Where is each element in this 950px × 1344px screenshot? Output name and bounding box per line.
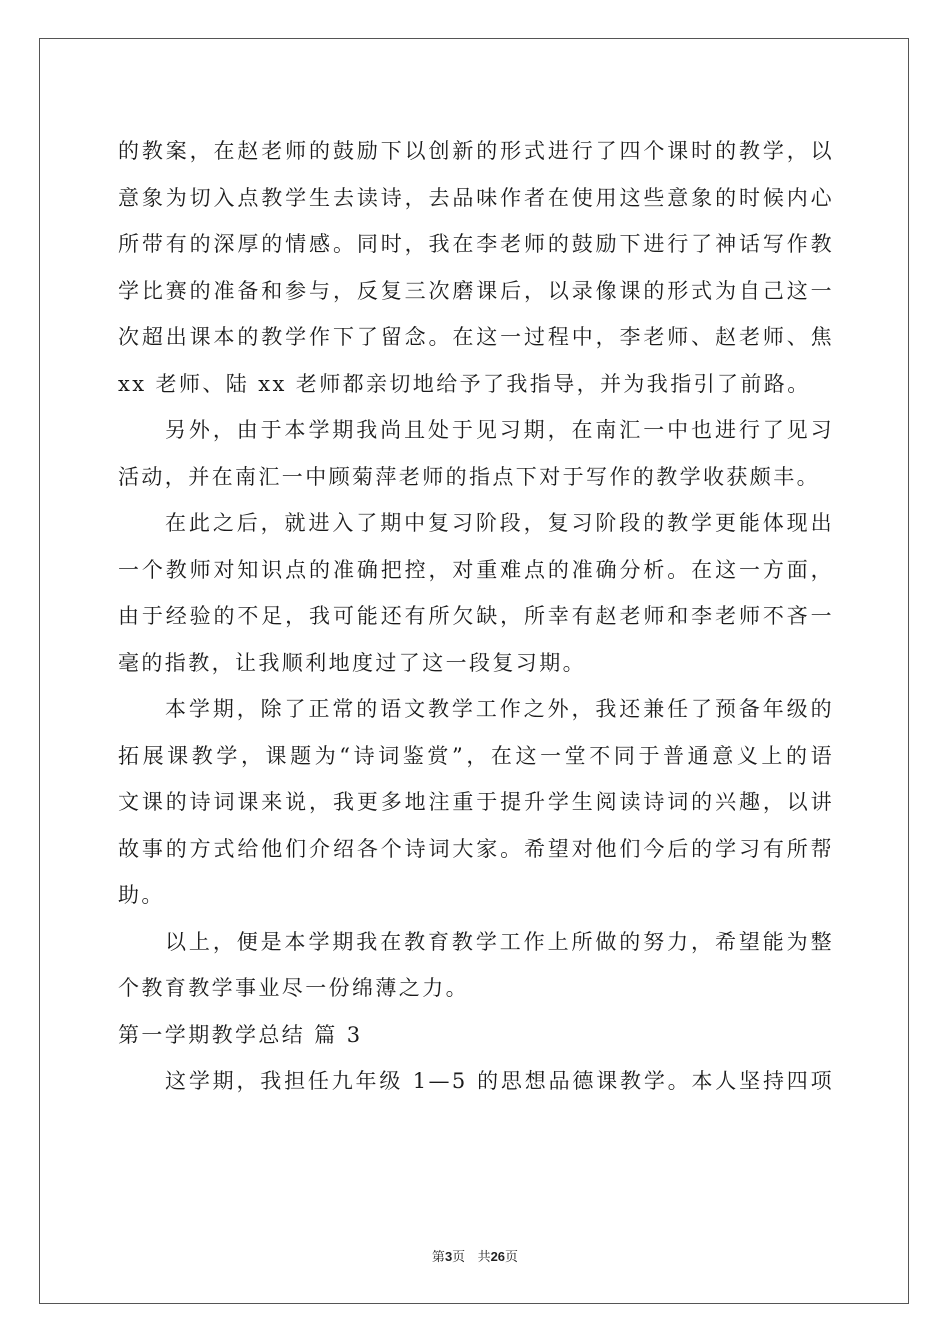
paragraph-start: 以上，便是本学期我在教育教学工作上所做的努力，希望能为整 xyxy=(165,929,834,954)
text-line: 拓展课教学，课题为“诗词鉴赏”，在这一堂不同于普通意义上的语 xyxy=(118,743,834,768)
paragraph-start: 本学期，除了正常的语文教学工作之外，我还兼任了预备年级的 xyxy=(165,697,834,721)
paragraph-start: 在此之后，就进入了期中复习阶段，复习阶段的教学更能体现出 xyxy=(165,511,834,535)
text-line: 毫的指教，让我顺利地度过了这一段复习期。 xyxy=(118,650,586,675)
footer-middle: 页 共 xyxy=(452,1250,491,1265)
text-line: 文课的诗词课来说，我更多地注重于提升学生阅读诗词的兴趣，以讲 xyxy=(118,790,834,814)
text-line: 活动，并在南汇一中顾菊萍老师的指点下对于写作的教学收获颇丰。 xyxy=(118,464,820,489)
text-line: 次超出课本的教学作下了留念。在这一过程中，李老师、赵老师、焦 xyxy=(118,325,834,349)
paragraph-start: 这学期，我担任九年级 1—5 的思想品德课教学。本人坚持四项 xyxy=(165,1069,834,1093)
text-line: 助。 xyxy=(118,883,165,907)
total-page-count: 26 xyxy=(490,1249,506,1264)
footer-prefix: 第 xyxy=(431,1250,445,1265)
text-line: 由于经验的不足，我可能还有所欠缺，所幸有赵老师和李老师不吝一 xyxy=(118,604,834,628)
current-page-number: 3 xyxy=(444,1249,453,1264)
text-line: 意象为切入点教学生去读诗，去品味作者在使用这些意象的时候内心 xyxy=(118,185,834,210)
footer-suffix: 页 xyxy=(505,1250,519,1265)
section-heading: 第一学期教学总结 篇 3 xyxy=(118,1022,363,1047)
text-line: xx 老师、陆 xx 老师都亲切地给予了我指导，并为我指引了前路。 xyxy=(118,371,811,396)
text-line: 所带有的深厚的情感。同时，我在李老师的鼓励下进行了神话写作教 xyxy=(118,232,834,256)
text-line: 故事的方式给他们介绍各个诗词大家。希望对他们今后的学习有所帮 xyxy=(118,836,834,861)
document-body xyxy=(118,128,834,1105)
paragraph-start: 另外，由于本学期我尚且处于见习期，在南汇一中也进行了见习 xyxy=(165,418,834,442)
text-line: 一个教师对知识点的准确把控，对重难点的准确分析。在这一方面， xyxy=(118,557,834,582)
text-line: 的教案，在赵老师的鼓励下以创新的形式进行了四个课时的教学，以 xyxy=(118,139,834,163)
page-footer xyxy=(0,1246,950,1265)
text-line: 个教育教学事业尽一份绵薄之力。 xyxy=(118,976,469,1000)
text-line: 学比赛的准备和参与，反复三次磨课后，以录像课的形式为自己这一 xyxy=(118,278,834,303)
